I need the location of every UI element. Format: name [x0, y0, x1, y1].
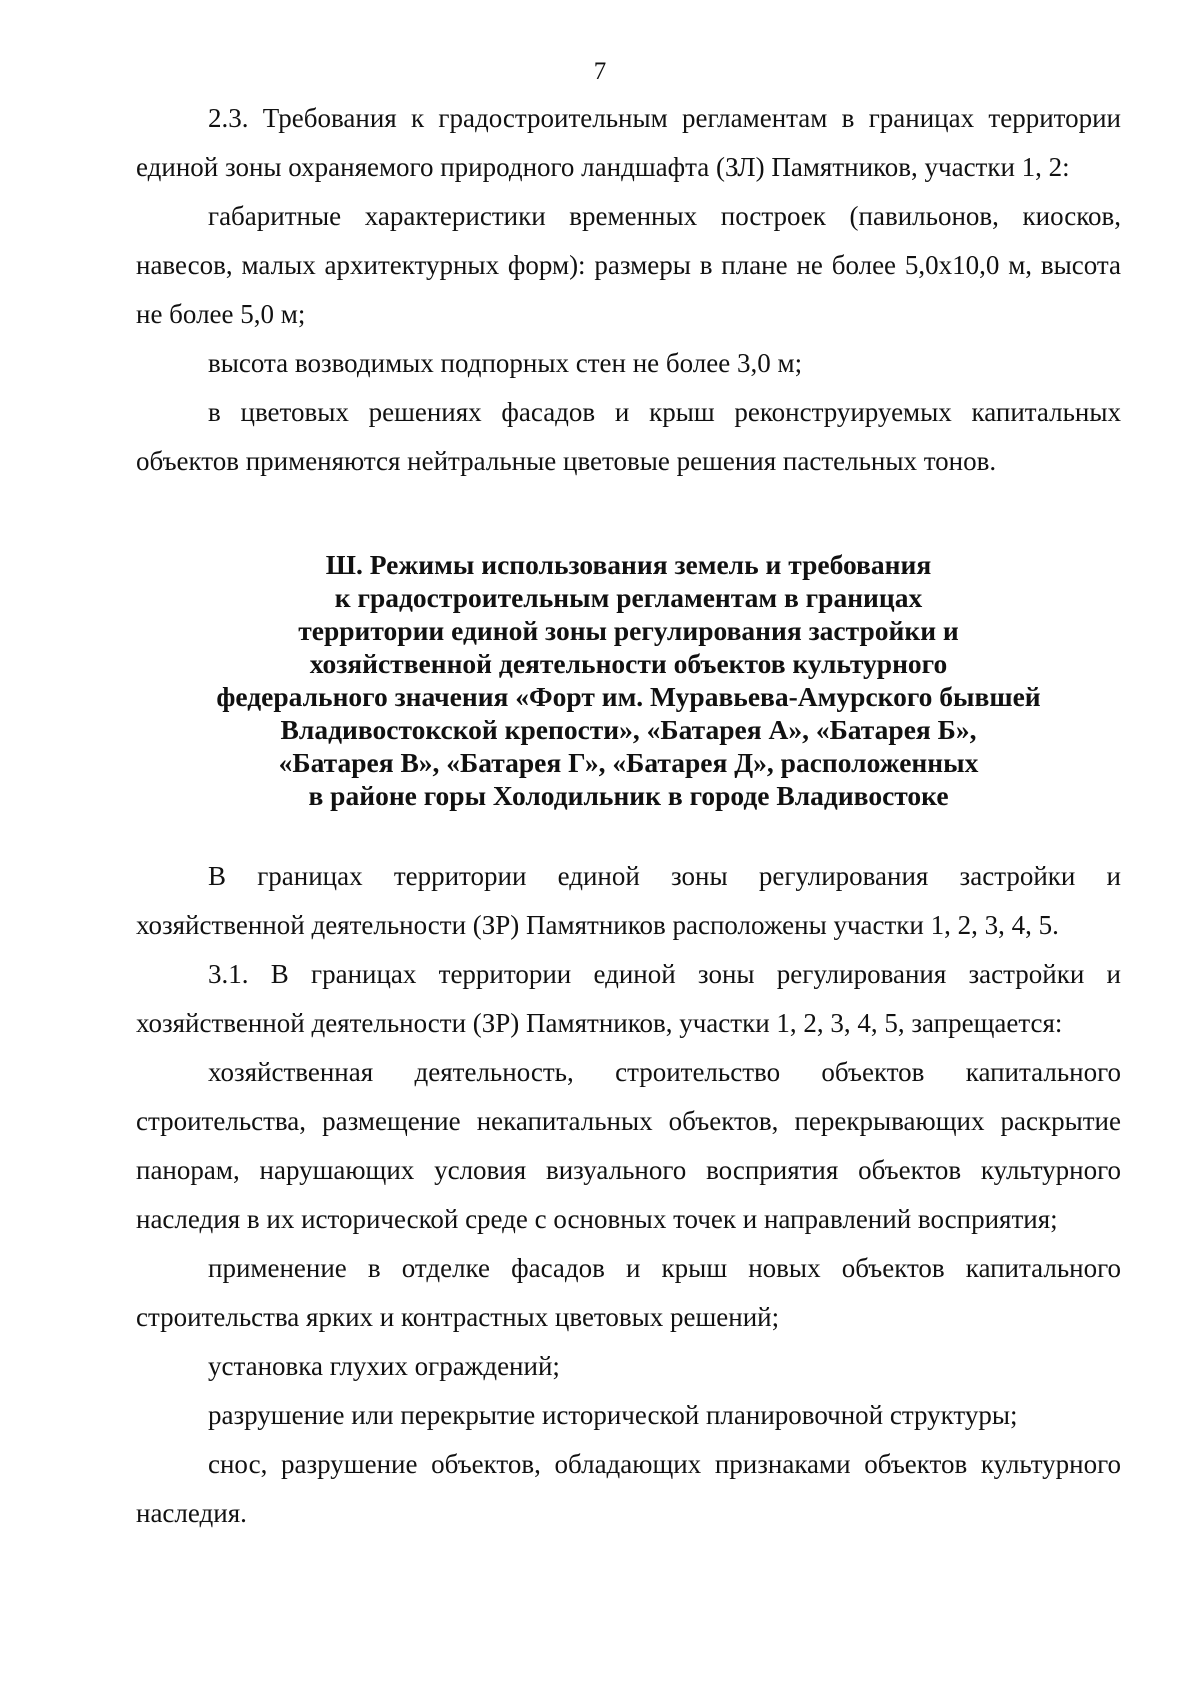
- heading-line: хозяйственной деятельности объектов культурного: [309, 648, 948, 679]
- paragraph-prohibition-structure: разрушение или перекрытие исторической планировочной структуры;: [208, 1400, 1018, 1430]
- heading-line: федерального значения «Форт им. Муравьева-Амурского бывшей: [216, 681, 1041, 712]
- heading-line: в районе горы Холодильник в городе Владивостоке: [308, 780, 949, 811]
- section-bottom: [136, 852, 1121, 1538]
- heading-line: к градостроительным регламентам в границах: [334, 582, 923, 613]
- paragraph-zr-intro: В границах территории единой зоны регулирования застройки и хозяйственной деятельности (ЗР) Памятников расположены участки 1, 2, 3, 4, 5.: [136, 861, 1121, 940]
- paragraph-prohibition-demolition: снос, разрушение объектов, обладающих признаками объектов культурного наследия.: [136, 1449, 1121, 1528]
- paragraph-prohibition-construction: хозяйственная деятельность, строительство объектов капитального строительства, размещение некапитальных объектов, перекрывающих раскрытие панорам, нарушающих условия визуального восприятия объектов культурного наследия в их исторической среде с основных точек и направлений восприятия;: [136, 1057, 1121, 1234]
- section-top: [136, 94, 1121, 486]
- paragraph-prohibition-colors: применение в отделке фасадов и крыш новых объектов капитального строительства ярких и контрастных цветовых решений;: [136, 1253, 1121, 1332]
- paragraph-3-1: 3.1. В границах территории единой зоны регулирования застройки и хозяйственной деятельности (ЗР) Памятников, участки 1, 2, 3, 4, 5, запрещается:: [136, 959, 1121, 1038]
- page-number: 7: [593, 58, 607, 85]
- paragraph-temporary-buildings: габаритные характеристики временных построек (павильонов, киосков, навесов, малых архитектурных форм): размеры в плане не более 5,0х10,0 м, высота не более 5,0 м;: [136, 201, 1121, 329]
- paragraph-retaining-walls: высота возводимых подпорных стен не более 3,0 м;: [208, 348, 803, 378]
- heading-line: территории единой зоны регулирования застройки и: [298, 615, 959, 646]
- heading-line: «Батарея В», «Батарея Г», «Батарея Д», расположенных: [278, 747, 979, 778]
- paragraph-2-3: 2.3. Требования к градостроительным регламентам в границах территории единой зоны охраняемого природного ландшафта (ЗЛ) Памятников, участки 1, 2:: [136, 103, 1121, 182]
- section-heading: [136, 548, 1121, 812]
- paragraph-prohibition-fences: установка глухих ограждений;: [208, 1351, 560, 1381]
- heading-line: Владивостокской крепости», «Батарея А», «Батарея Б»,: [280, 714, 977, 745]
- heading-line: Ш. Режимы использования земель и требования: [325, 549, 932, 580]
- paragraph-color-solutions: в цветовых решениях фасадов и крыш реконструируемых капитальных объектов применяются нейтральные цветовые решения пастельных тонов.: [136, 397, 1121, 476]
